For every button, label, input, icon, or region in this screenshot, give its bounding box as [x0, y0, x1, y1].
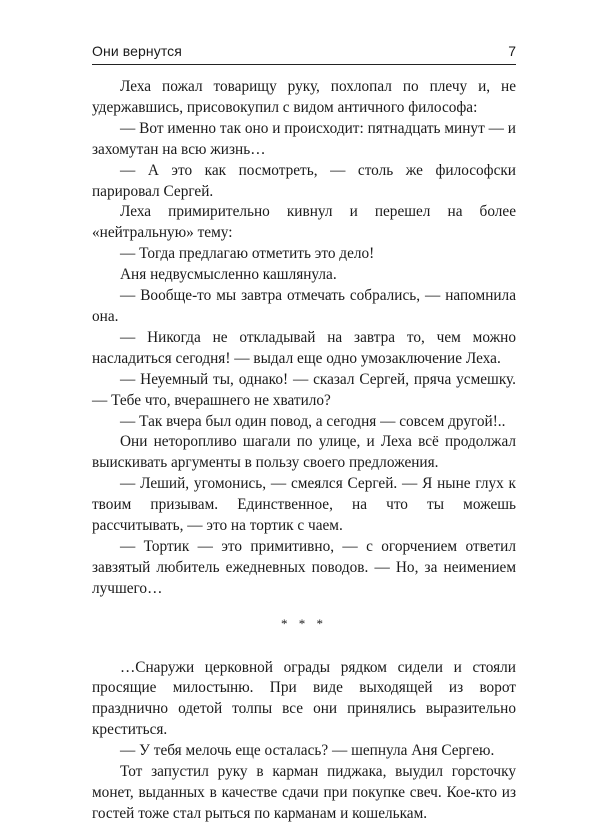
paragraph: — Неуемный ты, однако! — сказал Сергей, пряча усмешку. — Тебе что, вчерашнего не хватило?: [92, 370, 516, 409]
paragraph: Леха пожал товарищу руку, похлопал по плечу и, не удержавшись, присовокупил с видом античного философа:: [92, 78, 516, 116]
paragraph: — Никогда не откладывай на завтра то, чем можно насладиться сегодня! — выдал еще одно умозаключение Леха.: [92, 328, 516, 367]
paragraph: — Вот именно так оно и происходит: пятнадцать минут — и захомутан на всю жизнь…: [92, 119, 516, 158]
chapter-text: [92, 77, 516, 825]
paragraph: Аня недвусмысленно кашлянула.: [120, 266, 337, 284]
paragraph: — Тортик — это примитивно, — с огорчением ответил завзятый любитель ежедневных поводов. — Но, за неимением лучшего…: [92, 537, 516, 597]
section-separator: * * *: [281, 615, 327, 631]
running-header-title: Они вернутся: [92, 43, 182, 59]
paragraph: — У тебя мелочь еще осталась? — шепнула Аня Сергею.: [120, 742, 495, 760]
paragraph: Леха примирительно кивнул и перешел на более «нейтральную» тему:: [92, 203, 516, 242]
paragraph: — Вообще-то мы завтра отмечать собрались, — напомнила она.: [92, 287, 516, 325]
paragraph: Они неторопливо шагали по улице, и Леха всё продолжал выискивать аргументы в пользу своего предложения.: [92, 433, 516, 472]
paragraph: — А это как посмотреть, — столь же философски парировал Сергей.: [92, 161, 516, 200]
paragraph: …Снаружи церковной ограды рядком сидели и стояли просящие милостыню. При виде выходящей из ворот празднично одетой толпы все они принялись выразительно креститься.: [92, 658, 516, 739]
page-number: 7: [508, 43, 516, 59]
paragraph: Тот запустил руку в карман пиджака, выудил горсточку монет, выданных в качестве сдачи при покупке свеч. Кое-кто из гостей тоже стал рыться по карманам и кошелькам.: [92, 763, 516, 822]
paragraph: — Так вчера был один повод, а сегодня — совсем другой!..: [120, 412, 506, 430]
paragraph: — Леший, угомонись, — смеялся Сергей. — Я ныне глух к твоим призывам. Единственное, на что ты можешь рассчитывать, — это на тортик с чаем.: [92, 475, 516, 535]
running-header: [92, 42, 516, 65]
paragraph: — Тогда предлагаю отметить это дело!: [120, 245, 375, 263]
